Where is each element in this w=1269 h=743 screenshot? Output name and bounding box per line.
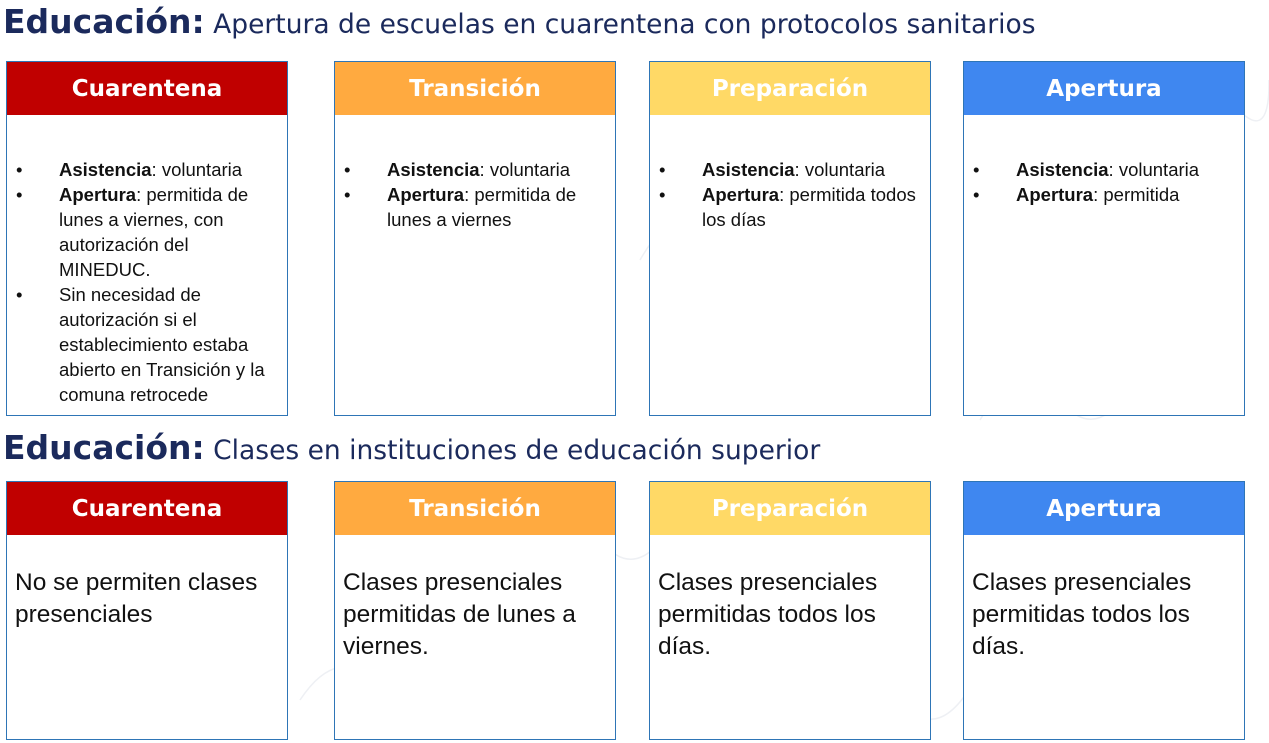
bullet-text: : voluntaria (1108, 159, 1200, 180)
bullet-item (970, 157, 1236, 182)
card-cuarentena-escuelas (6, 61, 288, 416)
bullet-label: Asistencia (1016, 159, 1109, 180)
bullet-item (13, 282, 279, 407)
card-header: Preparación (650, 482, 930, 535)
card-preparacion-superior (649, 481, 931, 740)
section2-title-bold: Educación: (3, 428, 205, 467)
card-preparacion-escuelas (649, 61, 931, 416)
bullet-text: Sin necesidad de autorización si el establecimiento estaba abierto en Transición y la comuna retrocede (59, 284, 265, 405)
card-bullet-list (650, 115, 930, 232)
bullet-label: Asistencia (59, 159, 152, 180)
bullet-text: : permitida de lunes a viernes, con autorización del MINEDUC. (59, 184, 249, 280)
card-header: Transición (335, 62, 615, 115)
card-header: Cuarentena (7, 62, 287, 115)
bullet-text: : permitida de lunes a viernes (387, 184, 577, 230)
bullet-item (970, 182, 1236, 207)
card-header: Apertura (964, 482, 1244, 535)
card-apertura-escuelas (963, 61, 1245, 416)
section1-title-rest: Apertura de escuelas en cuarentena con protocolos sanitarios (204, 9, 1036, 40)
card-bullet-list (335, 115, 615, 232)
card-apertura-superior (963, 481, 1245, 740)
bullet-text: : voluntaria (151, 159, 243, 180)
bullet-item (341, 157, 607, 182)
card-header: Apertura (964, 62, 1244, 115)
bullet-item (13, 157, 279, 182)
card-bullet-list (7, 115, 287, 407)
bullet-label: Apertura (1016, 184, 1094, 205)
card-cuarentena-superior (6, 481, 288, 740)
bullet-item (656, 157, 922, 182)
card-body-text: No se permiten clases presenciales (15, 569, 258, 628)
bullet-text: : voluntaria (794, 159, 886, 180)
card-body-text: Clases presenciales permitidas todos los días. (658, 569, 878, 660)
bullet-item (656, 182, 922, 232)
bullet-text: : permitida (1093, 184, 1180, 205)
card-header: Transición (335, 482, 615, 535)
card-body-text: Clases presenciales permitidas todos los días. (972, 569, 1192, 660)
bullet-label: Asistencia (702, 159, 795, 180)
section1-title-bold: Educación: (3, 2, 205, 41)
section1-title (3, 2, 1036, 41)
card-transicion-escuelas (334, 61, 616, 416)
section2-title (3, 428, 820, 467)
section2-title-rest: Clases en instituciones de educación superior (204, 435, 821, 466)
bullet-label: Asistencia (387, 159, 480, 180)
bullet-text: : permitida todos los días (702, 184, 916, 230)
card-transicion-superior (334, 481, 616, 740)
card-header: Preparación (650, 62, 930, 115)
card-bullet-list (964, 115, 1244, 207)
bullet-item (341, 182, 607, 232)
card-body-text: Clases presenciales permitidas de lunes a viernes. (343, 569, 576, 660)
bullet-label: Apertura (387, 184, 465, 205)
bullet-label: Apertura (59, 184, 137, 205)
bullet-text: : voluntaria (479, 159, 571, 180)
bullet-label: Apertura (702, 184, 780, 205)
card-header: Cuarentena (7, 482, 287, 535)
bullet-item (13, 182, 279, 282)
